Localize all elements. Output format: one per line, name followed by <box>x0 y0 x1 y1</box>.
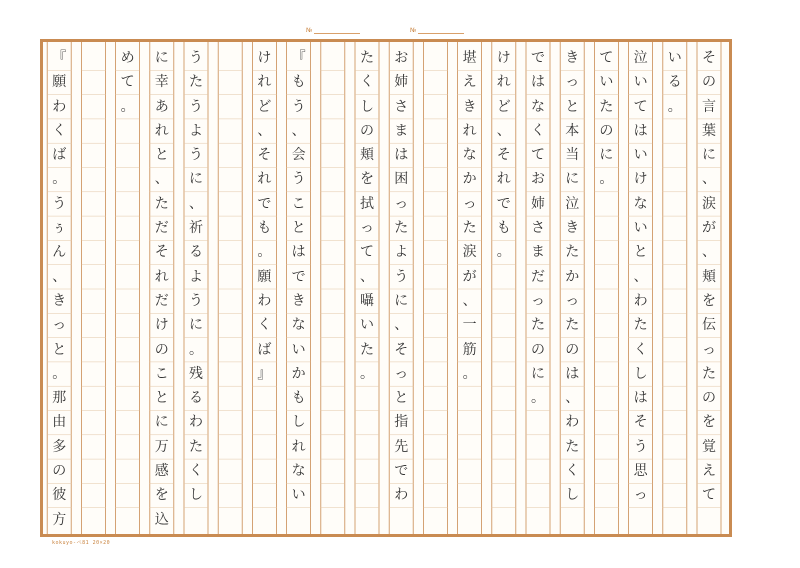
manuscript-char: れ <box>257 171 272 188</box>
manuscript-char: し <box>360 98 374 115</box>
manuscript-char: 堪 <box>462 50 477 66</box>
manuscript-char: し <box>291 414 306 431</box>
manuscript-char: 筋 <box>462 341 477 358</box>
manuscript-char: 。 <box>531 390 545 407</box>
paper-product-code: kokuyo-ペ81 20×20 <box>52 540 111 546</box>
manuscript-char: 会 <box>291 147 306 164</box>
manuscript-char: 姉 <box>394 74 409 91</box>
manuscript-char: か <box>462 171 477 188</box>
manuscript-char: 。 <box>496 244 511 261</box>
manuscript-char: う <box>189 292 203 309</box>
manuscript-char: き <box>462 98 477 115</box>
manuscript-char: 、 <box>360 268 374 285</box>
manuscript-char: 。 <box>189 341 203 358</box>
manuscript-char: う <box>189 50 203 66</box>
manuscript-char: 残 <box>189 365 203 382</box>
manuscript-column <box>355 46 379 386</box>
manuscript-char: れ <box>291 438 306 455</box>
manuscript-char: に <box>154 414 169 431</box>
manuscript-char: し <box>565 487 580 504</box>
manuscript-char: 多 <box>52 438 67 455</box>
manuscript-char: の <box>52 463 67 480</box>
manuscript-char: に <box>154 50 169 66</box>
manuscript-char: 姉 <box>531 195 545 212</box>
manuscript-char: を <box>360 171 374 188</box>
manuscript-char: 思 <box>633 463 648 480</box>
manuscript-char: 、 <box>52 268 67 285</box>
manuscript-char: い <box>633 147 648 164</box>
manuscript-char: だ <box>531 268 545 285</box>
manuscript-char: 指 <box>394 414 409 431</box>
manuscript-char: な <box>633 195 648 212</box>
manuscript-column <box>663 46 687 119</box>
manuscript-char: っ <box>462 195 477 212</box>
manuscript-char: わ <box>257 292 272 309</box>
manuscript-column <box>560 46 584 508</box>
manuscript-char: な <box>462 147 477 164</box>
manuscript-char: も <box>291 390 306 407</box>
manuscript-char: 彼 <box>52 487 67 504</box>
manuscript-char: れ <box>154 122 169 139</box>
manuscript-char: て <box>702 487 716 504</box>
manuscript-char: と <box>52 341 67 358</box>
manuscript-char: は <box>565 365 580 382</box>
manuscript-column <box>287 46 311 508</box>
manuscript-char: う <box>633 438 648 455</box>
manuscript-char: た <box>360 341 374 358</box>
manuscript-char: た <box>189 74 203 91</box>
manuscript-char: お <box>531 171 545 188</box>
manuscript-char: た <box>702 365 716 382</box>
manuscript-char: う <box>394 268 409 285</box>
manuscript-char: の <box>702 74 716 91</box>
manuscript-column <box>184 46 208 508</box>
manuscript-char: ば <box>257 341 272 358</box>
manuscript-char: は <box>531 74 545 91</box>
manuscript-char: う <box>52 195 67 212</box>
manuscript-char: っ <box>565 292 580 309</box>
manuscript-char: 。 <box>599 171 614 188</box>
manuscript-char: き <box>565 220 580 237</box>
manuscript-char: 万 <box>154 438 169 455</box>
manuscript-char: っ <box>633 487 648 504</box>
manuscript-char: 、 <box>702 244 716 261</box>
manuscript-column <box>697 46 721 508</box>
manuscript-char: た <box>360 50 374 66</box>
manuscript-char: で <box>531 50 545 66</box>
manuscript-char: け <box>633 171 648 188</box>
manuscript-column <box>594 46 618 192</box>
manuscript-char: 、 <box>189 195 203 212</box>
manuscript-char: く <box>565 463 580 480</box>
manuscript-char: く <box>189 463 203 480</box>
manuscript-char: を <box>702 414 716 431</box>
manuscript-column <box>116 46 140 119</box>
manuscript-column <box>458 46 482 386</box>
manuscript-char: い <box>633 220 648 237</box>
manuscript-char: で <box>496 195 511 212</box>
manuscript-char: 、 <box>565 390 580 407</box>
manuscript-char: よ <box>189 122 203 139</box>
manuscript-char: く <box>633 341 648 358</box>
manuscript-char: 頬 <box>702 268 716 285</box>
sheet-number-left <box>306 27 360 34</box>
manuscript-char: 。 <box>360 365 374 382</box>
manuscript-char: い <box>360 317 374 334</box>
manuscript-char: よ <box>394 244 409 261</box>
number-label-left: № <box>306 27 313 34</box>
manuscript-char: っ <box>360 220 374 237</box>
manuscript-char: け <box>496 50 511 66</box>
manuscript-char: え <box>462 74 477 91</box>
manuscript-char: そ <box>257 147 272 164</box>
manuscript-char: の <box>702 390 716 407</box>
manuscript-char: れ <box>257 74 272 91</box>
manuscript-char: 』 <box>257 365 272 382</box>
manuscript-char: も <box>257 220 272 237</box>
manuscript-char: わ <box>394 487 409 504</box>
manuscript-char: だ <box>154 292 169 309</box>
manuscript-char: と <box>565 98 580 115</box>
manuscript-char: た <box>531 317 545 334</box>
manuscript-char: る <box>189 244 203 261</box>
manuscript-char: お <box>394 50 409 66</box>
manuscript-char: っ <box>565 74 580 91</box>
manuscript-char: く <box>531 122 545 139</box>
manuscript-char: か <box>565 268 580 285</box>
manuscript-char: わ <box>565 414 580 431</box>
manuscript-char: 涙 <box>702 195 716 212</box>
manuscript-char: 頬 <box>360 147 374 164</box>
manuscript-char: 伝 <box>702 317 716 334</box>
manuscript-char: れ <box>462 122 477 139</box>
manuscript-char: と <box>633 244 648 261</box>
manuscript-char: さ <box>531 220 545 237</box>
manuscript-char: き <box>565 50 580 66</box>
manuscript-char: そ <box>702 50 716 66</box>
manuscript-char: と <box>394 390 409 407</box>
manuscript-char: っ <box>702 341 716 358</box>
manuscript-column <box>47 46 71 532</box>
manuscript-char: く <box>360 74 374 91</box>
number-blank-line-right <box>418 27 464 34</box>
manuscript-char: 『 <box>52 50 67 66</box>
manuscript-char: れ <box>496 171 511 188</box>
manuscript-char: た <box>565 244 580 261</box>
manuscript-char: 、 <box>257 122 272 139</box>
manuscript-char: く <box>257 317 272 334</box>
manuscript-char: い <box>633 74 648 91</box>
manuscript-char: き <box>291 292 306 309</box>
manuscript-column <box>150 46 174 532</box>
manuscript-char: の <box>360 122 374 139</box>
manuscript-char: け <box>257 50 272 66</box>
manuscript-char: 、 <box>291 122 306 139</box>
manuscript-char: 感 <box>154 463 169 480</box>
manuscript-char: 拭 <box>360 195 374 212</box>
manuscript-char: に <box>565 171 580 188</box>
manuscript-column <box>526 46 550 410</box>
manuscript-char: る <box>189 390 203 407</box>
manuscript-char: で <box>291 268 306 285</box>
manuscript-char: に <box>394 292 409 309</box>
manuscript-char: さ <box>394 98 409 115</box>
manuscript-char: ま <box>531 244 545 261</box>
manuscript-char: 泣 <box>565 195 580 212</box>
number-label-right: № <box>410 27 417 34</box>
manuscript-char: し <box>189 487 203 504</box>
manuscript-char: 。 <box>52 365 67 382</box>
manuscript-char: も <box>496 220 511 237</box>
manuscript-char: の <box>154 341 169 358</box>
manuscript-char: て <box>599 50 614 66</box>
manuscript-char: っ <box>52 317 67 334</box>
manuscript-char: な <box>291 317 306 334</box>
manuscript-char: が <box>702 220 716 237</box>
manuscript-char: 。 <box>52 171 67 188</box>
manuscript-char: あ <box>154 98 169 115</box>
manuscript-char: と <box>154 390 169 407</box>
manuscript-char: わ <box>633 292 648 309</box>
manuscript-char: も <box>291 74 306 91</box>
manuscript-char: わ <box>52 98 67 115</box>
manuscript-char: が <box>462 268 477 285</box>
manuscript-char: る <box>667 74 682 91</box>
manuscript-char: え <box>702 463 716 480</box>
manuscript-char: い <box>599 74 614 91</box>
manuscript-char: 込 <box>154 511 169 528</box>
sheet-number-right <box>410 27 464 34</box>
manuscript-char: た <box>565 438 580 455</box>
manuscript-column <box>629 46 653 508</box>
manuscript-char: そ <box>633 414 648 431</box>
manuscript-char: 由 <box>52 414 67 431</box>
manuscript-char: と <box>291 220 306 237</box>
manuscript-char: 願 <box>52 74 67 91</box>
manuscript-char: 、 <box>394 317 409 334</box>
manuscript-char: ん <box>52 244 67 261</box>
manuscript-char: た <box>462 220 477 237</box>
manuscript-char: た <box>154 195 169 212</box>
manuscript-char: 『 <box>291 50 306 66</box>
manuscript-char: 、 <box>154 171 169 188</box>
manuscript-char: は <box>633 122 648 139</box>
manuscript-char: て <box>120 74 135 91</box>
manuscript-char: そ <box>394 341 409 358</box>
manuscript-char: く <box>52 122 67 139</box>
manuscript-char: 祈 <box>189 220 203 237</box>
manuscript-char: っ <box>394 195 409 212</box>
manuscript-char: て <box>531 147 545 164</box>
manuscript-char: な <box>531 98 545 115</box>
manuscript-char: た <box>599 98 614 115</box>
manuscript-char: は <box>633 390 648 407</box>
manuscript-char: と <box>154 147 169 164</box>
manuscript-char: の <box>565 341 580 358</box>
manuscript-char: こ <box>154 365 169 382</box>
manuscript-char: 囁 <box>360 292 374 309</box>
manuscript-char: の <box>531 341 545 358</box>
manuscript-char: て <box>360 244 374 261</box>
manuscript-char: 幸 <box>154 74 169 91</box>
manuscript-char: は <box>291 244 306 261</box>
manuscript-char: 本 <box>565 122 580 139</box>
manuscript-char: こ <box>291 195 306 212</box>
manuscript-char: 涙 <box>462 244 477 261</box>
manuscript-char: 泣 <box>633 50 648 66</box>
number-blank-line-left <box>314 27 360 34</box>
manuscript-char: 覚 <box>702 438 716 455</box>
manuscript-char: 那 <box>52 390 67 407</box>
manuscript-char: か <box>291 365 306 382</box>
manuscript-char: 。 <box>257 244 272 261</box>
manuscript-char: 、 <box>633 268 648 285</box>
manuscript-char: い <box>291 487 306 504</box>
manuscript-char: の <box>599 122 614 139</box>
manuscript-char: う <box>189 98 203 115</box>
manuscript-char: う <box>189 147 203 164</box>
manuscript-column <box>492 46 516 265</box>
manuscript-char: に <box>599 147 614 164</box>
manuscript-char: 先 <box>394 438 409 455</box>
manuscript-char: ま <box>394 122 409 139</box>
manuscript-char: 一 <box>462 317 477 334</box>
manuscript-char: で <box>394 463 409 480</box>
manuscript-char: に <box>189 171 203 188</box>
manuscript-char: 、 <box>496 122 511 139</box>
manuscript-char: 方 <box>52 511 67 528</box>
manuscript-char: 。 <box>667 98 682 115</box>
manuscript-char: ば <box>52 147 67 164</box>
manuscript-char: き <box>52 292 67 309</box>
manuscript-char: だ <box>154 220 169 237</box>
manuscript-char: 言 <box>702 98 716 115</box>
manuscript-char: で <box>257 195 272 212</box>
manuscript-char: な <box>291 463 306 480</box>
manuscript-char: た <box>565 317 580 334</box>
manuscript-char: を <box>154 487 169 504</box>
manuscript-char: う <box>291 171 306 188</box>
manuscript-char: た <box>189 438 203 455</box>
manuscript-char: 困 <box>394 171 409 188</box>
manuscript-char: に <box>531 365 545 382</box>
manuscript-char: ど <box>257 98 272 115</box>
manuscript-grid <box>43 42 729 534</box>
manuscript-char: た <box>394 220 409 237</box>
manuscript-char: っ <box>531 292 545 309</box>
manuscript-char: 、 <box>702 171 716 188</box>
manuscript-char: 、 <box>462 292 477 309</box>
manuscript-char: い <box>667 50 682 66</box>
manuscript-char: わ <box>189 414 203 431</box>
manuscript-char: 当 <box>565 147 580 164</box>
manuscript-char: う <box>291 98 306 115</box>
manuscript-char: た <box>633 317 648 334</box>
manuscript-char: れ <box>154 268 169 285</box>
manuscript-char: 葉 <box>702 122 716 139</box>
manuscript-column <box>389 46 413 508</box>
manuscript-char: を <box>702 292 716 309</box>
manuscript-char: そ <box>154 244 169 261</box>
manuscript-char: ぅ <box>52 220 67 237</box>
manuscript-char: め <box>120 50 135 66</box>
manuscript-char: 。 <box>462 365 477 382</box>
manuscript-char: 。 <box>120 98 135 115</box>
manuscript-sheet <box>40 39 732 537</box>
manuscript-char: そ <box>496 147 511 164</box>
manuscript-char: よ <box>189 268 203 285</box>
manuscript-char: れ <box>496 74 511 91</box>
manuscript-char: に <box>702 147 716 164</box>
manuscript-column <box>252 46 276 386</box>
manuscript-char: て <box>633 98 648 115</box>
manuscript-char: 願 <box>257 268 272 285</box>
manuscript-char: っ <box>394 365 409 382</box>
manuscript-char: ど <box>496 98 511 115</box>
manuscript-char: い <box>291 341 306 358</box>
manuscript-char: は <box>394 147 409 164</box>
manuscript-char: け <box>154 317 169 334</box>
manuscript-char: し <box>633 365 648 382</box>
manuscript-char: に <box>189 317 203 334</box>
